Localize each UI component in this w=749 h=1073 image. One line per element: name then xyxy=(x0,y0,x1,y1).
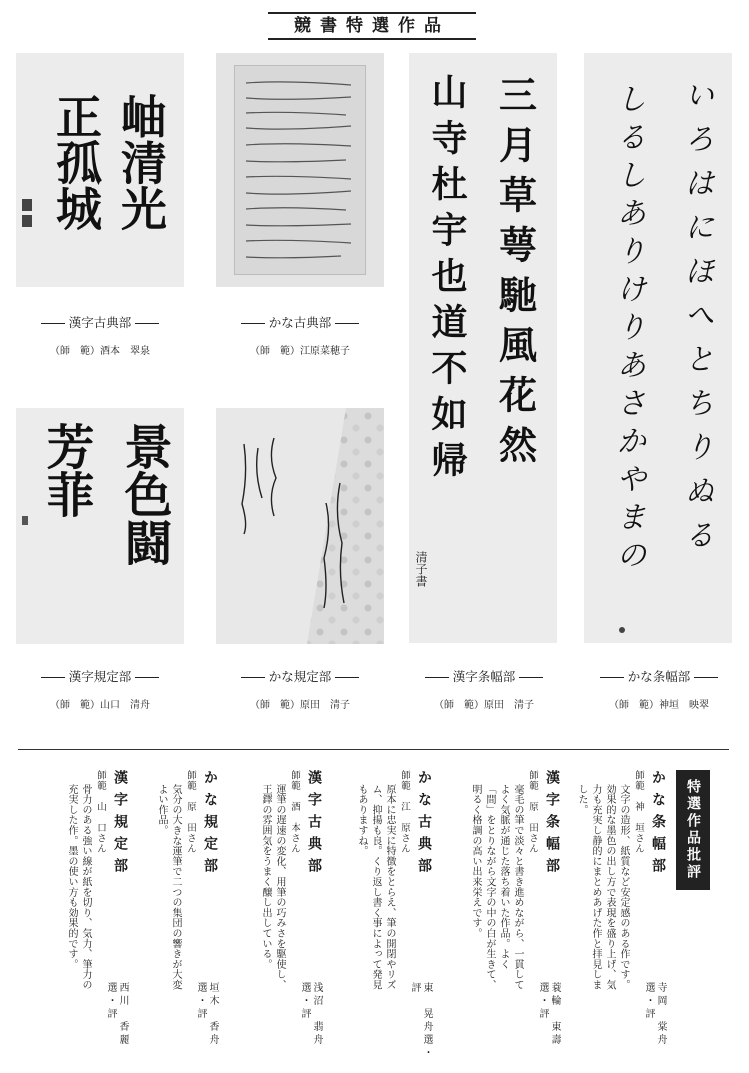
calligraphy-line: 景色闘 xyxy=(116,422,172,566)
calligraphy-kana-kitei xyxy=(216,408,384,644)
critique-title: 漢字条幅部 xyxy=(544,770,560,880)
critique-teacher: 師範 酒 本さん xyxy=(289,770,300,854)
calligraphy-line: 山寺杜宇也道不如帰 xyxy=(426,73,468,487)
calligraphy-kanji-koten xyxy=(16,53,184,287)
calligraphy-line: 岫清光 xyxy=(114,93,168,231)
calligraphy-line: 三月草萼馳風花然 xyxy=(492,75,538,475)
caption-kanji-koten: 漢字古典部 xyxy=(16,313,184,331)
calligraphy-kanji-kitei xyxy=(16,408,184,644)
caption-kanji-kitei: 漢字規定部 xyxy=(16,667,184,685)
teacher-kanji-koten: （師 範）酒本 翠泉 xyxy=(50,346,150,357)
critique-judge: 西川 香麗選・評 xyxy=(105,982,128,1047)
critique-judge: 寺岡 棠舟選・評 xyxy=(643,982,666,1047)
critique-title: かな条幅部 xyxy=(650,770,666,880)
teacher-kana-jofuku: （師 範）神垣 映翠 xyxy=(609,700,709,711)
critique-body: 毫毛の筆で淡々と書き進めながら、一貫してよく気脈が通じた落ち着いた作品。よく「間」をとりながら文字の中の白が生きて、明るく格調の高い出来栄えです。 xyxy=(470,784,523,990)
critique-kana-jofuku xyxy=(566,770,666,1060)
calligraphy-line: いろはにほへとちりぬる xyxy=(678,79,714,563)
caption-kana-kitei: かな規定部 xyxy=(216,667,384,685)
critique-kana-koten xyxy=(342,770,432,1060)
seal-stamp xyxy=(22,199,32,211)
artwork-kanji-koten xyxy=(16,53,184,287)
critique-header: 特選作品批評 xyxy=(676,770,710,890)
critique-teacher: 師範 江 原さん xyxy=(399,770,410,854)
artwork-kana-kitei xyxy=(216,408,384,644)
critique-kanji-jofuku xyxy=(456,770,560,1060)
page-title: 競書特選作品 xyxy=(268,12,476,40)
calligraphy-kana-koten xyxy=(216,53,384,287)
calligraphy-line: 正孤城 xyxy=(49,93,103,231)
critique-kana-kitei xyxy=(138,770,218,1060)
caption-kana-jofuku: かな条幅部 xyxy=(575,667,743,685)
critique-body: 原本に忠実に特徴をとらえ、筆の開閉やリズム、抑揚も良。くり返し書く事によって発見もありますね。 xyxy=(356,784,395,990)
critique-kanji-kitei xyxy=(48,770,128,1060)
critique-title: かな規定部 xyxy=(202,770,218,880)
artwork-kana-jofuku xyxy=(584,53,732,643)
caption-kana-koten: かな古典部 xyxy=(216,313,384,331)
artwork-kanji-kitei xyxy=(16,408,184,644)
critique-body: 骨力のある強い線が紙を切り、気力、筆力の充実した作。墨の使い方も効果的です。 xyxy=(66,784,91,990)
calligraphy-kana-jofuku xyxy=(584,53,732,643)
critique-body: 運筆の遅速の変化、用筆の巧みさを駆使し、王鐸の雰囲気をうまく醸し出している。 xyxy=(260,784,285,990)
artwork-kanji-jofuku xyxy=(409,53,557,643)
critique-teacher: 師範 神 垣さん xyxy=(633,770,644,854)
seal-stamp xyxy=(22,516,28,525)
section-divider xyxy=(18,749,729,750)
critique-title: 漢字規定部 xyxy=(112,770,128,880)
critique-teacher: 師範 原 田さん xyxy=(185,770,196,854)
critique-title: 漢字古典部 xyxy=(306,770,322,880)
critique-judge: 垣木 香舟選・評 xyxy=(195,982,218,1047)
calligraphy-line: 芳菲 xyxy=(38,422,94,518)
critique-kanji-koten xyxy=(238,770,322,1060)
seal-stamp xyxy=(22,215,32,227)
teacher-kanji-jofuku: （師 範）原田 清子 xyxy=(434,700,534,711)
critique-body: 気分の大きな運筆で二つの集団の響きが大変よい作品。 xyxy=(156,784,181,990)
teacher-kana-koten: （師 範）江原菜穂子 xyxy=(250,346,350,357)
critique-teacher: 師範 原 田さん xyxy=(527,770,538,854)
critique-judge: 浅沼 翡舟選・評 xyxy=(299,982,322,1047)
calligraphy-kanji-jofuku xyxy=(409,53,557,643)
caption-kanji-jofuku: 漢字条幅部 xyxy=(400,667,568,685)
calligraphy-signature: 清子書 xyxy=(414,551,428,587)
critique-body: 文字の造形、紙質など安定感のある作です。効果的な墨色の出し方で表現を盛り上げ、気力も充実し静的にまとめあげた作と拝見しました。 xyxy=(576,784,629,990)
critique-judge: 東 晃舟選・評 xyxy=(409,982,432,1060)
critique-judge: 蓑輪 東壽選・評 xyxy=(537,982,560,1047)
teacher-kanji-kitei: （師 範）山口 清舟 xyxy=(50,700,150,711)
critique-teacher: 師範 山 口さん xyxy=(95,770,106,854)
critique-title: かな古典部 xyxy=(416,770,432,880)
teacher-kana-kitei: （師 範）原田 清子 xyxy=(250,700,350,711)
calligraphy-line: しるしありけりあさかやまの xyxy=(610,83,646,577)
artwork-kana-koten xyxy=(216,53,384,287)
